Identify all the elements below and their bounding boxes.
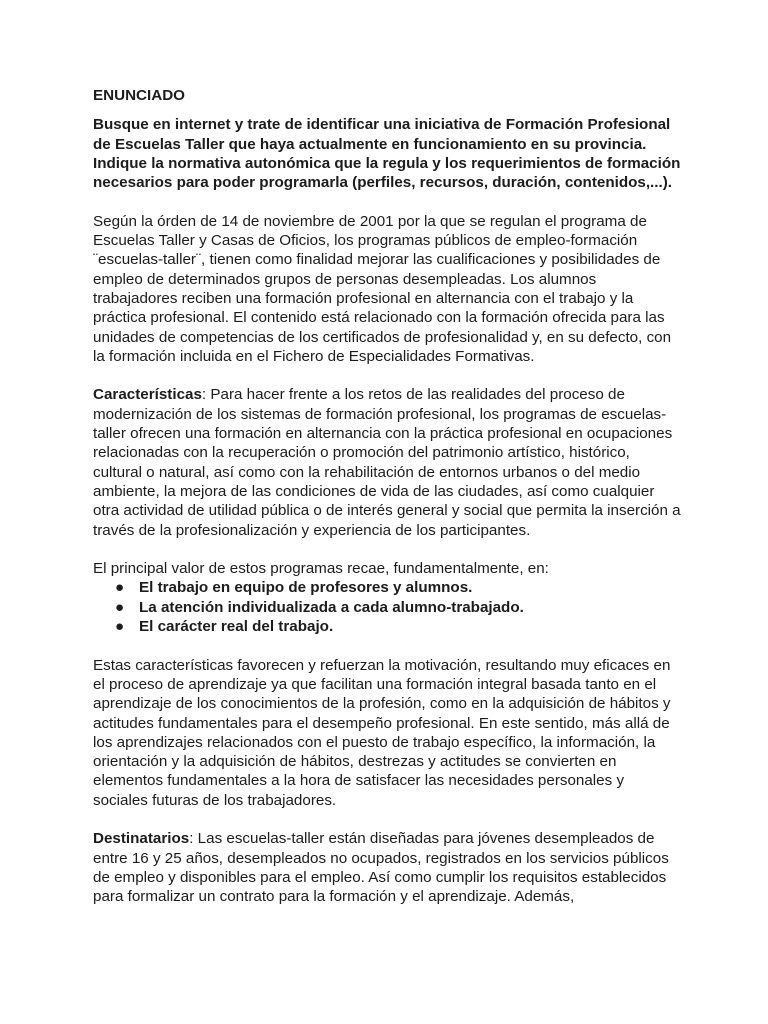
assignment-prompt: Busque en internet y trate de identificar una iniciativa de Formación Profesional de Escuelas Taller que haya actualmente en funcionamiento en su provincia. Indique la normativa autonómica que la regula y los requerimientos de formación necesarios para poder programarla (perfiles, recursos, duración, contenidos,...). — [93, 116, 681, 192]
bullet-icon: ● — [115, 598, 125, 616]
destinatarios-paragraph — [93, 829, 683, 906]
list-item — [93, 578, 683, 597]
intro-paragraph: Según la órden de 14 de noviembre de 2001 por la que se regulan el programa de Escuelas Taller y Casas de Oficios, los programas públicos de empleo-formación ¨escuelas-taller¨, tienen como finalidad mejorar las cualificaciones y posibilidades de empleo de determinados grupos de personas desempleadas. Los alumnos trabajadores reciben una formación profesional en alternancia con el trabajo y la práctica profesional. El contenido está relacionado con la formación ofrecida para las unidades de competencias de los certificados de profesionalidad y, en su defecto, con la formación incluida en el Fichero de Especialidades Formativas. — [93, 212, 672, 365]
document-page — [93, 86, 683, 906]
bullet-icon: ● — [115, 618, 125, 636]
caracteristicas-label: Características — [93, 386, 202, 404]
valor-intro: El principal valor de estos programas recae, fundamentalmente, en: — [93, 560, 549, 578]
destinatarios-text: : Las escuelas-taller están diseñadas para jóvenes desempleados de entre 16 y 25 años, desempleados no ocupados, registrados en los servicios públicos de empleo y disponibles para el empleo. Así como cumplir los requisitos establecidos para formalizar un contrato para la formación y el aprendizaje. Además, — [93, 830, 669, 906]
bullet-icon: ● — [115, 579, 125, 597]
valor-bullet-list — [93, 578, 683, 636]
document-heading: ENUNCIADO — [93, 87, 185, 104]
destinatarios-label: Destinatarios — [93, 830, 190, 848]
bullet-text: El trabajo en equipo de profesores y alumnos. — [139, 579, 473, 597]
list-item — [93, 617, 683, 636]
bullet-text: El carácter real del trabajo. — [139, 618, 334, 636]
bullet-text: La atención individualizada a cada alumno-trabajado. — [139, 598, 524, 616]
caracteristicas-paragraph — [93, 385, 683, 539]
motivacion-paragraph: Estas características favorecen y refuerzan la motivación, resultando muy eficaces en el proceso de aprendizaje ya que facilitan una formación integral basada tanto en el aprendizaje de los conocimientos de la profesión, como en la adquisición de hábitos y actitudes fundamentales para el desempeño profesional. En este sentido, más allá de los aprendizajes relacionados con el puesto de trabajo específico, la información, la orientación y la adquisición de hábitos, destrezas y actitudes se convierten en elementos fundamentales a la hora de satisfacer las necesidades personales y sociales futuras de los trabajadores. — [93, 656, 671, 809]
list-item — [93, 598, 683, 617]
caracteristicas-text: : Para hacer frente a los retos de las realidades del proceso de modernización de los sistemas de formación profesional, los programas de escuelas-taller ofrecen una formación en alternancia con la práctica profesional en ocupaciones relacionadas con la recuperación o promoción del patrimonio artístico, histórico, cultural o natural, así como con la rehabilitación de entornos urbanos o del medio ambiente, la mejora de las condiciones de vida de las ciudades, así como cualquier otra actividad de utilidad pública o de interés general y social que permita la inserción a través de la profesionalización y experiencia de los participantes. — [93, 386, 681, 539]
